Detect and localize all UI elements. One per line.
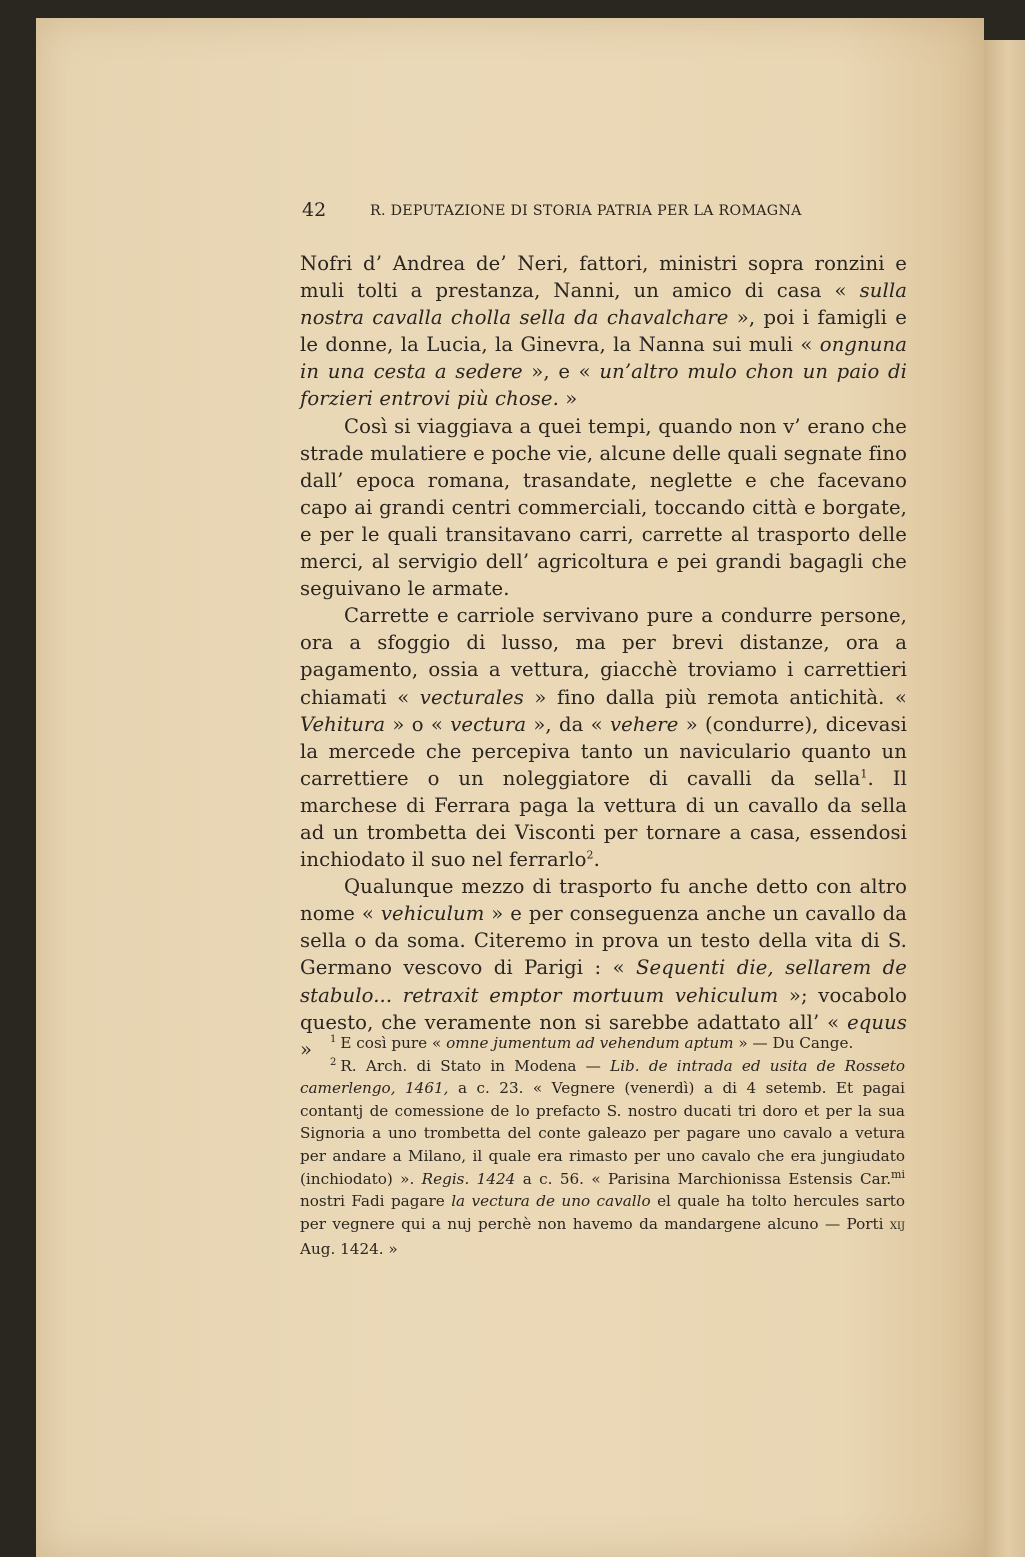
text-run: » [300,1037,313,1061]
text-run: nostri Fadi pagare [300,1192,452,1211]
running-head: R. DEPUTAZIONE DI STORIA PATRIA PER LA ROMAGNA [370,203,802,219]
quote-italic: sulla nostra cavalla cholla sella da chavalchare [300,279,907,330]
adjacent-page-edge [984,40,1025,1557]
page-header [300,199,908,225]
term-italic: Vehitura [300,712,386,736]
footnote-mark: 2 [330,1056,337,1068]
quote-italic: ongnuna in una cesta a sedere [300,333,907,384]
text-run: . Il marchese di Ferrara paga la vettura di un cavallo da sella ad un trombetta dei Visconti per tornare a casa, essendosi inchiodato il suo nel ferrarlo [300,766,907,872]
text-run: » o « [385,712,451,736]
footnotes [300,1032,905,1261]
text-run: », e « [522,360,600,384]
term-italic: vehere [610,712,679,736]
text-run: » (condurre), dicevasi la mercede che percepiva tanto un naviculario quanto un carrettiere o un noleggiatore di cavalli da sella [300,712,908,790]
source-italic: Regis. 1424 [421,1169,516,1188]
text-run: »; vocabolo questo, che veramente non si sarebbe adattato all’ « [300,983,907,1034]
footnote-ref-1[interactable]: 1 [860,767,868,781]
text-run: », da « [526,712,610,736]
quote-italic: un’altro mulo chon un paio di forzieri entrovi più chose. [300,360,908,411]
footnote-2 [300,1055,905,1261]
source-italic: Lib. de intrada ed usita de Rosseto camerlengo, 1461, [300,1056,905,1098]
text-run: Nofri d’ Andrea de’ Neri, fattori, ministri sopra ronzini e muli tolti a prestanza, Nanni, un amico di casa « [300,252,907,303]
text-run: a c. 56. « Parisina Marchionissa Estensis Car. [515,1169,892,1188]
term-italic: vectura [450,712,527,736]
text-run: Aug. 1424. » [300,1240,398,1259]
page-number: 42 [302,199,327,221]
text-run: . [593,848,600,872]
term-italic: equus [847,1010,907,1034]
main-text [300,250,907,1063]
quote-italic: Sequenti die, sellarem de stabulo... retraxit emptor mortuum vehiculum [300,956,907,1007]
footnote-1 [300,1032,905,1055]
text-run: » [558,387,578,411]
text-run: R. Arch. di Stato in Modena — [340,1056,611,1075]
text-run: » fino dalla più remota antichità. « [523,685,907,709]
footnote-ref-2[interactable]: 2 [586,848,594,862]
term-italic: vehiculum [380,902,485,926]
text-run: Qualunque mezzo di trasporto fu anche detto con altro nome « [300,875,907,926]
text-run: el quale ha tolto hercules sarto per vegnere qui a nuj perchè non havemo da mandargene alcuno — Porti [300,1192,906,1233]
text-run: a c. 23. « Vegnere (venerdì) a di 4 setemb. Et pagai contantj de comessione de lo prefacto S. nostro ducati tri doro et per la sua Signoria a uno trombetta del conte galeazo per pagare uno cavalo a vetura per andare a Milano, il quale era rimasto per uno cavalo che era jungiudato (inchiodato) ». [300,1079,905,1188]
abbrev-superscript: mi [891,1167,905,1181]
roman-numeral: XIJ [889,1220,905,1232]
text-run: Carrette e carriole servivano pure a condurre persone, ora a sfoggio di lusso, ma per brevi distanze, ora a pagamento, ossia a vettura, giacchè troviamo i carrettieri chiamati « [300,604,907,709]
term-italic: vecturales [419,685,524,709]
paragraph-3 [300,602,907,873]
quote-italic: la vectura de uno cavallo [451,1192,651,1211]
text-run: », poi i famigli e le donne, la Lucia, la Ginevra, la Nanna sui muli « [300,306,907,357]
footnote-mark: 1 [330,1033,337,1045]
quote-italic: omne jumentum ad vehendum aptum [446,1034,734,1052]
text-run: » — Du Cange. [733,1034,854,1052]
text-run: E così pure « [340,1034,447,1052]
paragraph-1 [300,250,907,413]
paragraph-2: Così si viaggiava a quei tempi, quando non v’ erano che strade mulatiere e poche vie, alcune delle quali segnate fino dall’ epoca romana, trasandate, neglette e che facevano capo ai grandi centri commerciali, toccando città e borgate, e per le quali transitavano carri, carrette al trasporto delle merci, al servigio dell’ agricoltura e pei grandi bagagli che seguivano le armate. [300,414,907,601]
text-run: » e per conseguenza anche un cavallo da sella o da soma. Citeremo in prova un testo della vita di S. Germano vescovo di Parigi : « [300,902,907,980]
